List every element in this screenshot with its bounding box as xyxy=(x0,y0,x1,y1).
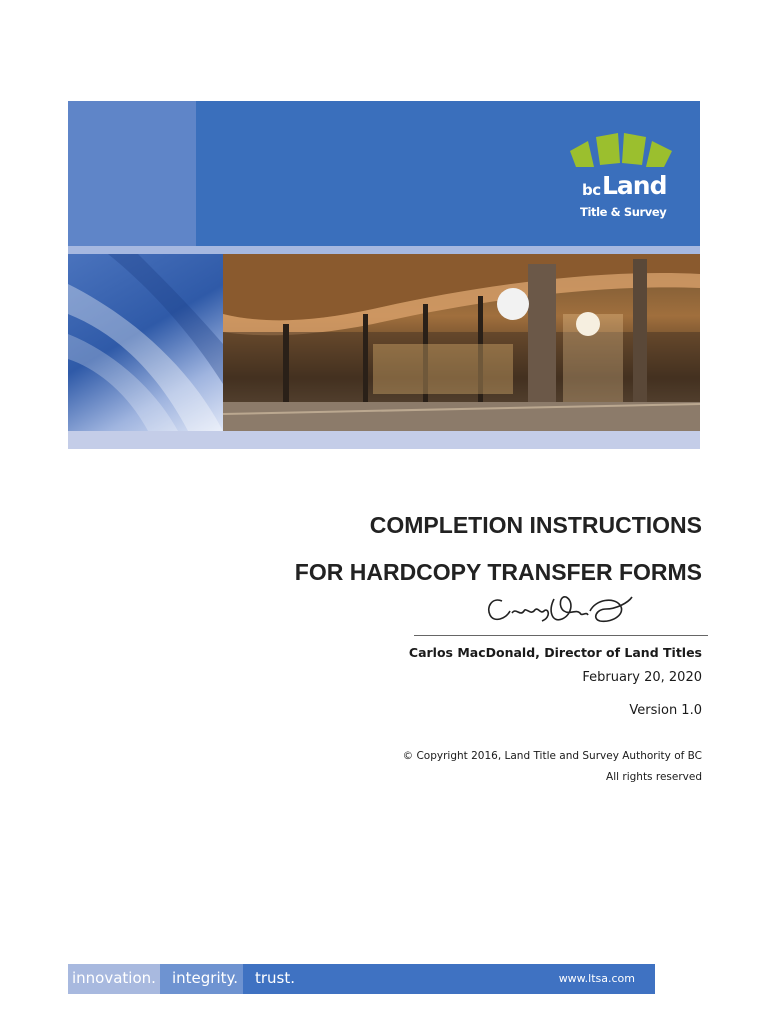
footer-word-integrity: integrity. xyxy=(172,969,239,987)
document-version: Version 1.0 xyxy=(629,703,702,718)
footer-word-trust: trust. xyxy=(255,969,296,987)
handwritten-signature xyxy=(482,589,642,631)
document-date: February 20, 2020 xyxy=(582,670,702,685)
banner-left-panel xyxy=(68,101,196,246)
document-title-line1: COMPLETION INSTRUCTIONS xyxy=(369,512,702,538)
office-interior-photo xyxy=(223,254,700,431)
logo-bc-text: bc xyxy=(582,181,601,199)
signature-line xyxy=(414,635,708,636)
banner-bottom-strip xyxy=(68,431,700,449)
document-title-line2: FOR HARDCOPY TRANSFER FORMS xyxy=(294,559,702,585)
logo-green-tiles-icon xyxy=(566,129,678,169)
logo-subtitle: Title & Survey xyxy=(580,205,667,219)
footer-website-link[interactable]: www.ltsa.com xyxy=(558,972,635,985)
copyright-notice: © Copyright 2016, Land Title and Survey Authority of BC xyxy=(402,750,702,762)
footer-word-innovation: innovation. xyxy=(72,969,156,987)
rights-notice: All rights reserved xyxy=(606,771,702,783)
document-author: Carlos MacDonald, Director of Land Titles xyxy=(408,645,702,660)
logo-land-text: Land xyxy=(602,171,667,200)
bc-land-title-survey-logo xyxy=(566,129,678,229)
footer-band xyxy=(68,964,655,994)
cover-banner xyxy=(68,101,700,449)
banner-divider-strip xyxy=(68,246,700,254)
blue-swoosh-graphic xyxy=(68,254,223,431)
